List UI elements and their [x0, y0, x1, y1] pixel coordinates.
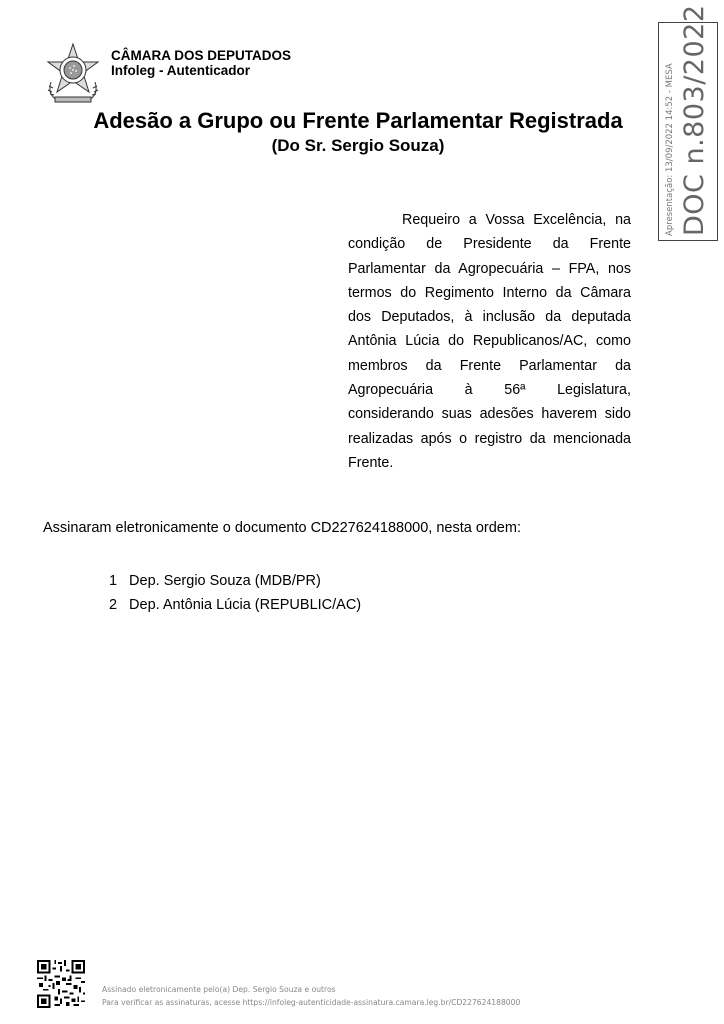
- org-name: CÂMARA DOS DEPUTADOS: [111, 48, 292, 63]
- signer-number: 2: [109, 597, 118, 613]
- presentation-date: Apresentação: 13/09/2022 14:52 - MESA: [665, 63, 675, 236]
- footer: [102, 984, 520, 1009]
- qr-code: [37, 960, 85, 1008]
- request-body: [348, 208, 631, 475]
- list-item: [109, 569, 361, 593]
- signer-name: Dep. Antônia Lúcia (REPUBLIC/AC): [129, 597, 362, 613]
- request-paragraph: Requeiro a Vossa Excelência, na condição de Presidente da Frente Parlamentar da Agropecuária – FPA, nos termos do Regimento Interno da Câmara dos Deputados, à inclusão da deputada Antônia Lúcia do Republicanos/AC, como membros da Frente Parlamentar da Agropecuária à 56ª Legislatura, considerando suas adesões haverem sido realizadas após o registro da mencionada Frente.: [348, 212, 631, 471]
- document-title: Adesão a Grupo ou Frente Parlamentar Registrada: [93, 108, 623, 133]
- protocol-stamp: [658, 4, 718, 241]
- document-number: DOC n.803/2022: [679, 4, 710, 236]
- signatures-intro: Assinaram eletronicamente o documento CD227624188000, nesta ordem:: [43, 520, 521, 536]
- signer-name: Dep. Sergio Souza (MDB/PR): [129, 573, 321, 589]
- footer-signed-by: Assinado eletronicamente pelo(a) Dep. Sergio Souza e outros: [102, 985, 336, 994]
- footer-verify-link[interactable]: Para verificar as assinaturas, acesse https://infoleg-autenticidade-assinatura.camara.leg.br/CD227624188000: [102, 997, 521, 1007]
- org-subtitle: Infoleg - Autenticador: [111, 63, 250, 78]
- document-author: (Do Sr. Sergio Souza): [271, 136, 445, 155]
- list-item: [109, 593, 361, 617]
- signer-number: 1: [109, 573, 118, 589]
- signers-list: [109, 569, 361, 617]
- coat-of-arms-seal: [43, 42, 103, 104]
